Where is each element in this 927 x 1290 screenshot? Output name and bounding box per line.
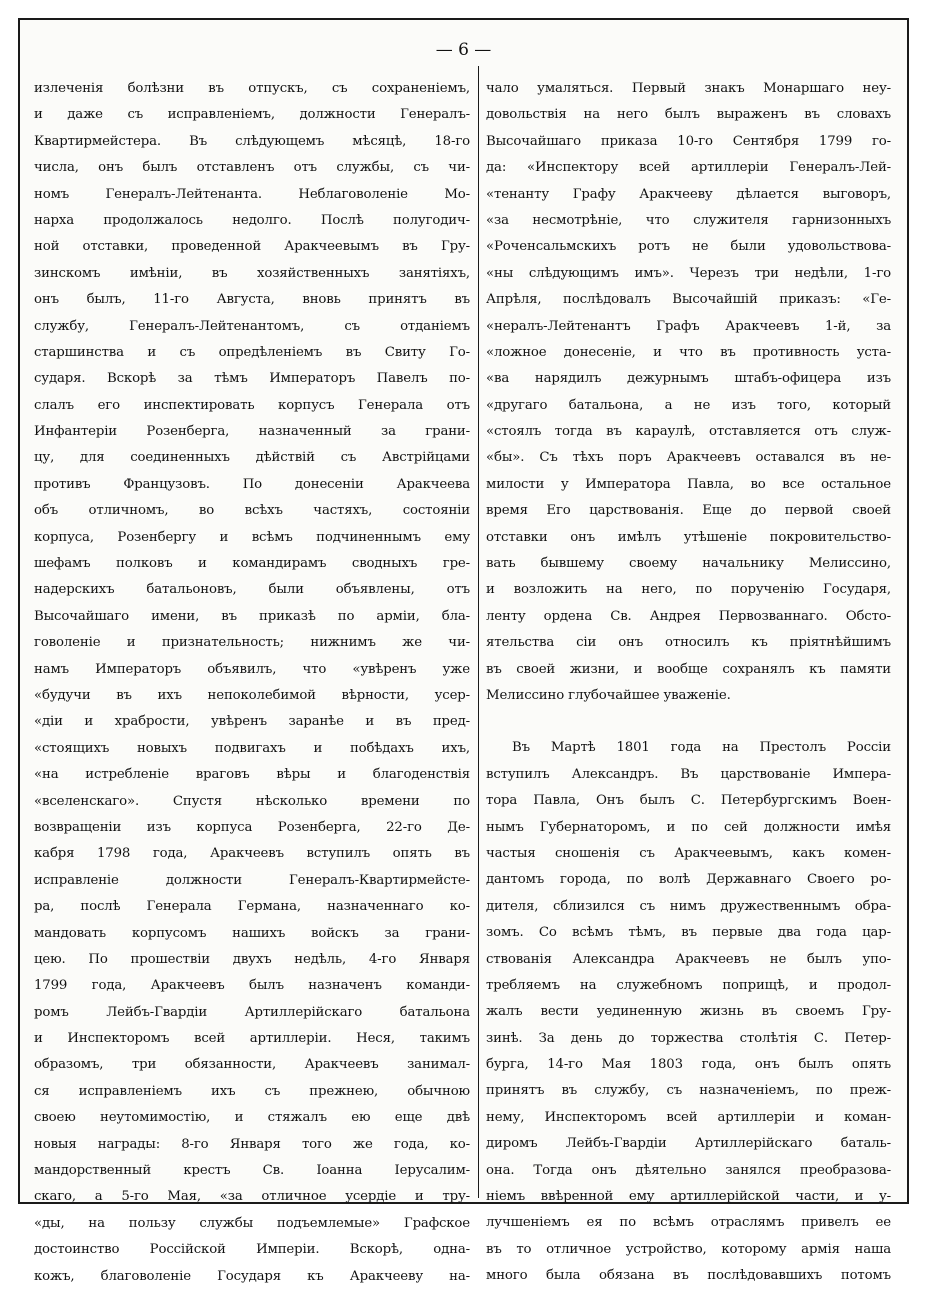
text-line: «бы». Съ тѣхъ поръ Аракчеевъ оставался въ не- (486, 450, 891, 466)
text-line: дителя, сблизился съ нимъ дружественнымъ обра- (486, 898, 891, 914)
text-line: цу, для соединенныхъ дѣйствій съ Австрійцами (34, 450, 470, 466)
text-line: «нералъ-Лейтенантъ Графъ Аракчеевъ 1-й, за (486, 318, 891, 334)
text-line: надерскихъ батальоновъ, были объявлены, отъ (34, 582, 470, 598)
text-line: зинѣ. За день до торжества столѣтія С. Петер- (486, 1030, 891, 1046)
text-line: 1799 года, Аракчеевъ былъ назначенъ команди- (34, 978, 470, 994)
text-line: ся исправленіемъ ихъ съ прежнею, обычною (34, 1083, 470, 1099)
text-line: объ отличномъ, во всѣхъ частяхъ, состояніи (34, 503, 470, 519)
text-line: въ своей жизни, и вообще сохранялъ къ памяти (486, 661, 891, 677)
text-line: Высочайшаго приказа 10-го Сентября 1799 го- (486, 133, 891, 149)
text-line: скаго, а 5-го Мая, «за отличное усердіе и тру- (34, 1189, 470, 1205)
text-line: Квартирмейстера. Въ слѣдующемъ мѣсяцѣ, 18-го (34, 133, 470, 149)
text-line: диромъ Лейбъ-Гвардіи Артиллерійскаго баталь- (486, 1136, 891, 1152)
text-line: кожъ, благоволеніе Государя къ Аракчееву на- (34, 1268, 470, 1284)
text-line: лучшеніемъ ея по всѣмъ отраслямъ привелъ ее (486, 1215, 891, 1231)
text-line: она. Тогда онъ дѣятельно занялся преобразова- (486, 1162, 891, 1178)
text-line: излеченія болѣзни въ отпускъ, съ сохраненіемъ, (34, 81, 470, 96)
text-line: довольствія на него былъ выраженъ въ словахъ (486, 107, 891, 123)
text-line: время Его царствованія. Еще до первой своей (486, 503, 891, 519)
text-line: въ то отличное устройство, которому армія наша (486, 1241, 891, 1257)
text-line: «Роченсальмскихъ ротъ не были удовольствова- (486, 239, 891, 255)
text-line: и даже съ исправленіемъ, должности Генералъ- (34, 107, 470, 123)
text-line: службу, Генералъ-Лейтенантомъ, съ отданіемъ (34, 318, 470, 334)
text-line: и Инспекторомъ всей артиллеріи. Неся, такимъ (34, 1031, 470, 1047)
text-line: ра, послѣ Генерала Германа, назначеннаго ко- (34, 899, 470, 915)
text-line: и возложить на него, по порученію Государя, (486, 582, 891, 598)
text-line: ной отставки, проведенной Аракчеевымъ въ Гру- (34, 239, 470, 255)
text-line: «будучи въ ихъ непоколебимой вѣрности, усер- (34, 687, 470, 703)
text-line: «другаго батальона, а не изъ того, который (486, 397, 891, 413)
text-line: вступилъ Александръ. Въ царствованіе Импера- (486, 766, 891, 782)
text-line: «ны слѣдующимъ имъ». Черезъ три недѣли, 1-го (486, 265, 891, 281)
text-line: зинскомъ имѣніи, въ хозяйственныхъ занятіяхъ, (34, 265, 470, 281)
text-line: «стоящихъ новыхъ подвигахъ и побѣдахъ ихъ, (34, 740, 470, 756)
column-divider (478, 66, 479, 1198)
text-line: милости у Императора Павла, во все остальное (486, 476, 891, 492)
text-line: мандовать корпусомъ нашихъ войскъ за грани- (34, 925, 470, 941)
text-line: «ды, на пользу службы подъемлемые» Графское (34, 1215, 470, 1231)
text-line: числа, онъ былъ отставленъ отъ службы, съ чи- (34, 160, 470, 176)
text-line: отставки онъ имѣлъ утѣшеніе покровительство- (486, 529, 891, 545)
left-column (34, 76, 470, 1290)
text-line: цею. По прошествіи двухъ недѣль, 4-го Января (34, 951, 470, 967)
text-line: да: «Инспектору всей артиллеріи Генералъ-Лей- (486, 160, 891, 176)
text-line: «стоялъ тогда въ караулѣ, отставляется отъ служ- (486, 424, 891, 440)
text-line: мандорственный крестъ Св. Іоанна Іерусалим- (34, 1163, 470, 1179)
text-line: «на истребленіе враговъ вѣры и благоденствія (34, 767, 470, 783)
text-line: образомъ, три обязанности, Аракчеевъ занимал- (34, 1057, 470, 1073)
text-line: «діи и храбрости, увѣренъ заранѣе и въ пред- (34, 714, 470, 730)
text-line: жалъ вести уединенную жизнь въ своемъ Гру- (486, 1004, 891, 1020)
text-line: вать бывшему своему начальнику Мелиссино, (486, 556, 891, 572)
right-column (486, 76, 891, 1290)
text-line: номъ Генералъ-Лейтенанта. Неблаговоленіе Мо- (34, 186, 470, 202)
text-line: слалъ его инспектировать корпусъ Генерала отъ (34, 397, 470, 413)
text-line: своею неутомимостію, и стяжалъ ею еще двѣ (34, 1110, 470, 1126)
text-line: «тенанту Графу Аракчееву дѣлается выговоръ, (486, 186, 891, 202)
text-line: «за несмотрѣніе, что служителя гарнизонныхъ (486, 212, 891, 228)
text-line: нему, Инспекторомъ всей артиллеріи и коман- (486, 1109, 891, 1125)
text-line: Въ Мартѣ 1801 года на Престолъ Россіи (512, 740, 891, 756)
text-line: тора Павла, Онъ былъ С. Петербургскимъ Воен- (486, 793, 891, 809)
text-line: нымъ Губернаторомъ, и по сей должности имѣя (486, 819, 891, 835)
text-line: «ва нарядилъ дежурнымъ штабъ-офицера изъ (486, 371, 891, 387)
text-line: корпуса, Розенбергу и всѣмъ подчиненнымъ ему (34, 529, 470, 545)
right-paragraph-1 (486, 76, 891, 709)
text-line: противъ Французовъ. По донесеніи Аракчеева (34, 476, 470, 492)
text-line: онъ былъ, 11-го Августа, вновь принятъ въ (34, 292, 470, 308)
text-line: ятельства сіи онъ относилъ къ пріятнѣйшимъ (486, 635, 891, 651)
page-frame (18, 18, 909, 1284)
text-line: исправленіе должности Генералъ-Квартирмейсте- (34, 872, 470, 888)
text-line: бурга, 14-го Мая 1803 года, онъ былъ опять (486, 1057, 891, 1073)
text-line: Мелиссино глубочайшее уваженіе. (486, 687, 731, 703)
text-line: говоленіе и признательность; нижнимъ же чи- (34, 635, 470, 651)
right-paragraph-2 (486, 735, 891, 1289)
paragraph-gap (486, 709, 891, 735)
text-line: зомъ. Со всѣмъ тѣмъ, въ первые два года цар- (486, 925, 891, 941)
text-line: много была обязана въ послѣдовавшихъ потомъ (486, 1268, 891, 1284)
text-line: «ложное донесеніе, и что въ противность уста- (486, 344, 891, 360)
text-line: ствованія Александра Аракчеевъ не былъ упо- (486, 951, 891, 967)
text-line: принятъ въ службу, съ назначеніемъ, по преж- (486, 1083, 891, 1099)
text-line: нарха продолжалось недолго. Послѣ полугодич- (34, 212, 470, 228)
text-line: требляемъ на служебномъ поприщѣ, и продол- (486, 977, 891, 993)
text-line: ніемъ ввѣренной ему артиллерійской части, и у- (486, 1189, 891, 1205)
text-line: шефамъ полковъ и командирамъ сводныхъ гре- (34, 556, 470, 572)
text-line: «вселенскаго». Спустя нѣсколько времени по (34, 793, 470, 809)
text-line: дантомъ города, по волѣ Державнаго Своего ро- (486, 872, 891, 888)
text-line: ленту ордена Св. Андрея Первозваннаго. Обсто- (486, 608, 891, 624)
text-line: чало умаляться. Первый знакъ Монаршаго неу- (486, 81, 891, 96)
text-line: ромъ Лейбъ-Гвардіи Артиллерійскаго батальона (34, 1004, 470, 1020)
text-line: достоинство Россійской Имперіи. Вскорѣ, одна- (34, 1242, 470, 1258)
text-line: возвращеніи изъ корпуса Розенберга, 22-го Де- (34, 819, 470, 835)
text-line: новыя награды: 8-го Января того же года, ко- (34, 1136, 470, 1152)
text-line: Инфантеріи Розенберга, назначенный за грани- (34, 424, 470, 440)
text-line: кабря 1798 года, Аракчеевъ вступилъ опять въ (34, 846, 470, 862)
text-line: намъ Императоръ объявилъ, что «увѣренъ уже (34, 661, 470, 677)
text-line: старшинства и съ опредѣленіемъ въ Свиту Го- (34, 344, 470, 360)
text-line: частыя сношенія съ Аракчеевымъ, какъ комен- (486, 845, 891, 861)
text-line: Апрѣля, послѣдовалъ Высочайшій приказъ: «Ге- (486, 292, 891, 308)
text-line: Высочайшаго имени, въ приказѣ по арміи, бла- (34, 608, 470, 624)
text-line: сударя. Вскорѣ за тѣмъ Императоръ Павелъ по- (34, 371, 470, 387)
page-number: — 6 — (435, 40, 492, 60)
